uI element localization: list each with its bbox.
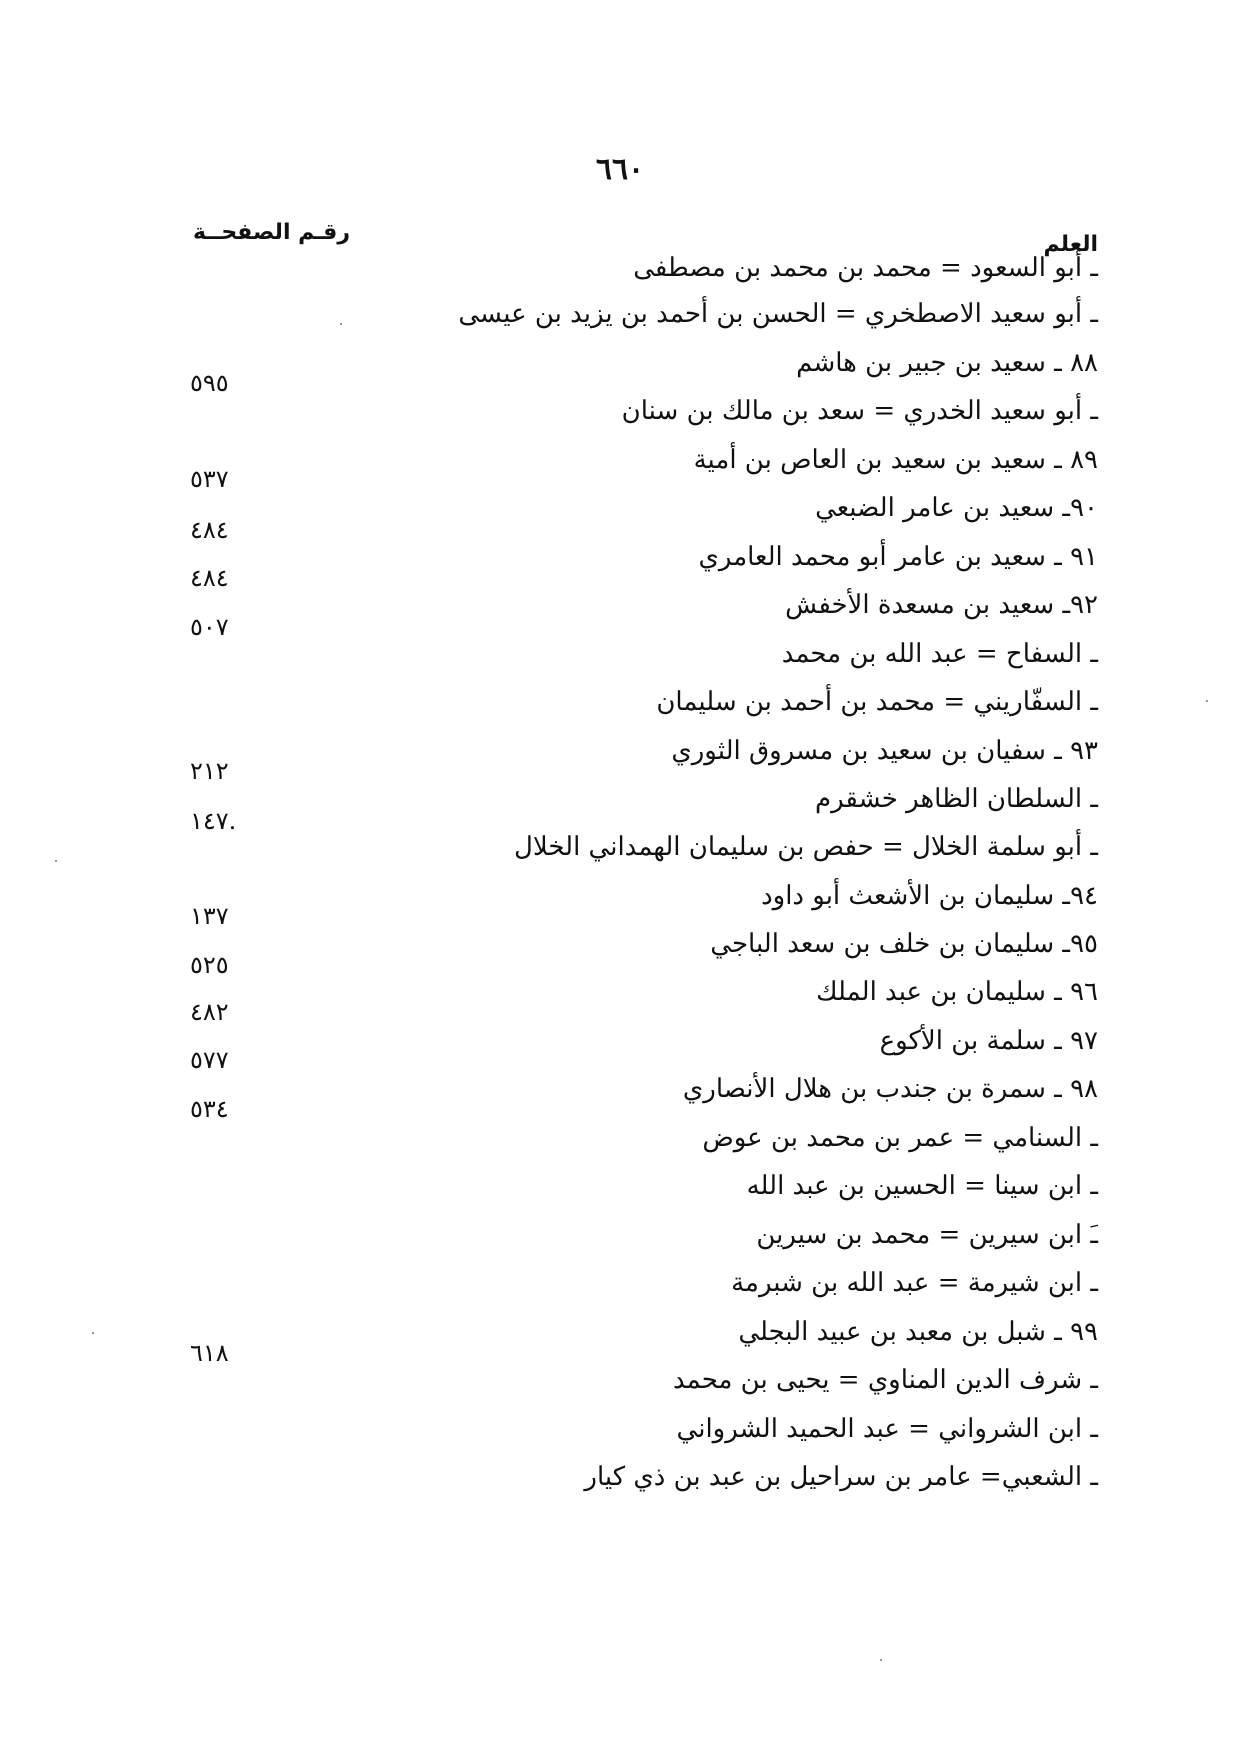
page-ref: ٤٨٢ [190, 998, 229, 1026]
index-entry: ـَ ابن سيرين = محمد بن سيرين [756, 1220, 1098, 1250]
index-entry: ٩٢ـ سعيد بن مسعدة الأخفش [785, 590, 1098, 620]
index-entry: ـ الشعبي= عامر بن سراحيل بن عبد بن ذي كيار [584, 1462, 1098, 1492]
index-entry: ـ السفاح = عبد الله بن محمد [781, 639, 1098, 669]
page-ref: .١٤٧ [190, 807, 237, 835]
page-ref: ٥٢٥ [190, 951, 229, 979]
index-entry: ـ ابن الشرواني = عبد الحميد الشرواني [676, 1414, 1098, 1444]
page-column-header: رقـم الصفحــة [192, 220, 350, 245]
index-entry: ٩٥ـ سليمان بن خلف بن سعد الباجي [710, 929, 1098, 959]
index-entry: ٩٠ـ سعيد بن عامر الضبعي [815, 493, 1098, 523]
index-entry: ٩٧ ـ سلمة بن الأكوع [879, 1026, 1098, 1056]
page-ref: ٥٣٧ [190, 465, 229, 493]
index-entry: ـ السفّاريني = محمد بن أحمد بن سليمان [656, 687, 1098, 717]
index-entry: ٩٤ـ سليمان بن الأشعث أبو داود [761, 881, 1098, 911]
index-entry: ٨٨ ـ سعيد بن جبير بن هاشم [796, 348, 1098, 378]
page-ref: ٥٠٧ [190, 613, 229, 641]
scan-speck [55, 860, 57, 862]
page-ref: ٥٧٧ [190, 1046, 229, 1074]
index-entry: ـ السنامي = عمر بن محمد بن عوض [702, 1123, 1098, 1153]
page-ref: ٤٨٤ [190, 564, 229, 592]
scan-speck [880, 1659, 882, 1661]
scan-speck [340, 323, 342, 325]
page-number: ٦٦٠ [595, 152, 645, 187]
page-ref: ٥٣٤ [190, 1095, 229, 1123]
index-entry: ٨٩ ـ سعيد بن سعيد بن العاص بن أمية [693, 445, 1098, 475]
index-entry: ـ شرف الدين المناوي = يحيى بن محمد [673, 1365, 1098, 1395]
page-ref: ٦١٨ [190, 1339, 229, 1367]
index-entry: ٩٦ ـ سليمان بن عبد الملك [816, 977, 1098, 1007]
index-entry: ـ السلطان الظاهر خشقرم [814, 784, 1098, 814]
index-entry: ٩١ ـ سعيد بن عامر أبو محمد العامري [698, 542, 1098, 572]
index-entry: ٩٨ ـ سمرة بن جندب بن هلال الأنصاري [682, 1074, 1098, 1104]
page-ref: ٤٨٤ [190, 516, 229, 544]
index-entry: ـ ابن شيرمة = عبد الله بن شبرمة [731, 1268, 1098, 1298]
index-entry: ـ أبو سعيد الاصطخري = الحسن بن أحمد بن يزيد بن عيسى [458, 299, 1098, 329]
page-ref: ٥٩٥ [190, 369, 229, 397]
page-ref: ١٣٧ [190, 902, 229, 930]
page-ref: ٢١٢ [190, 757, 229, 785]
scan-speck [92, 1332, 94, 1334]
index-entry: ـ أبو السعود = محمد بن محمد بن مصطفى [633, 253, 1098, 283]
scan-speck [1206, 700, 1208, 702]
index-entry: ـ أبو سعيد الخدري = سعد بن مالك بن سنان [621, 396, 1098, 426]
index-entry: ـ أبو سلمة الخلال = حفص بن سليمان الهمداني الخلال [513, 832, 1098, 862]
index-entry: ـ ابن سينا = الحسين بن عبد الله [746, 1171, 1098, 1201]
index-entry: ٩٩ ـ شبل بن معبد بن عبيد البجلي [738, 1317, 1098, 1347]
name-column-header: العلم [1043, 232, 1098, 257]
index-entry: ٩٣ ـ سفيان بن سعيد بن مسروق الثوري [671, 736, 1098, 766]
